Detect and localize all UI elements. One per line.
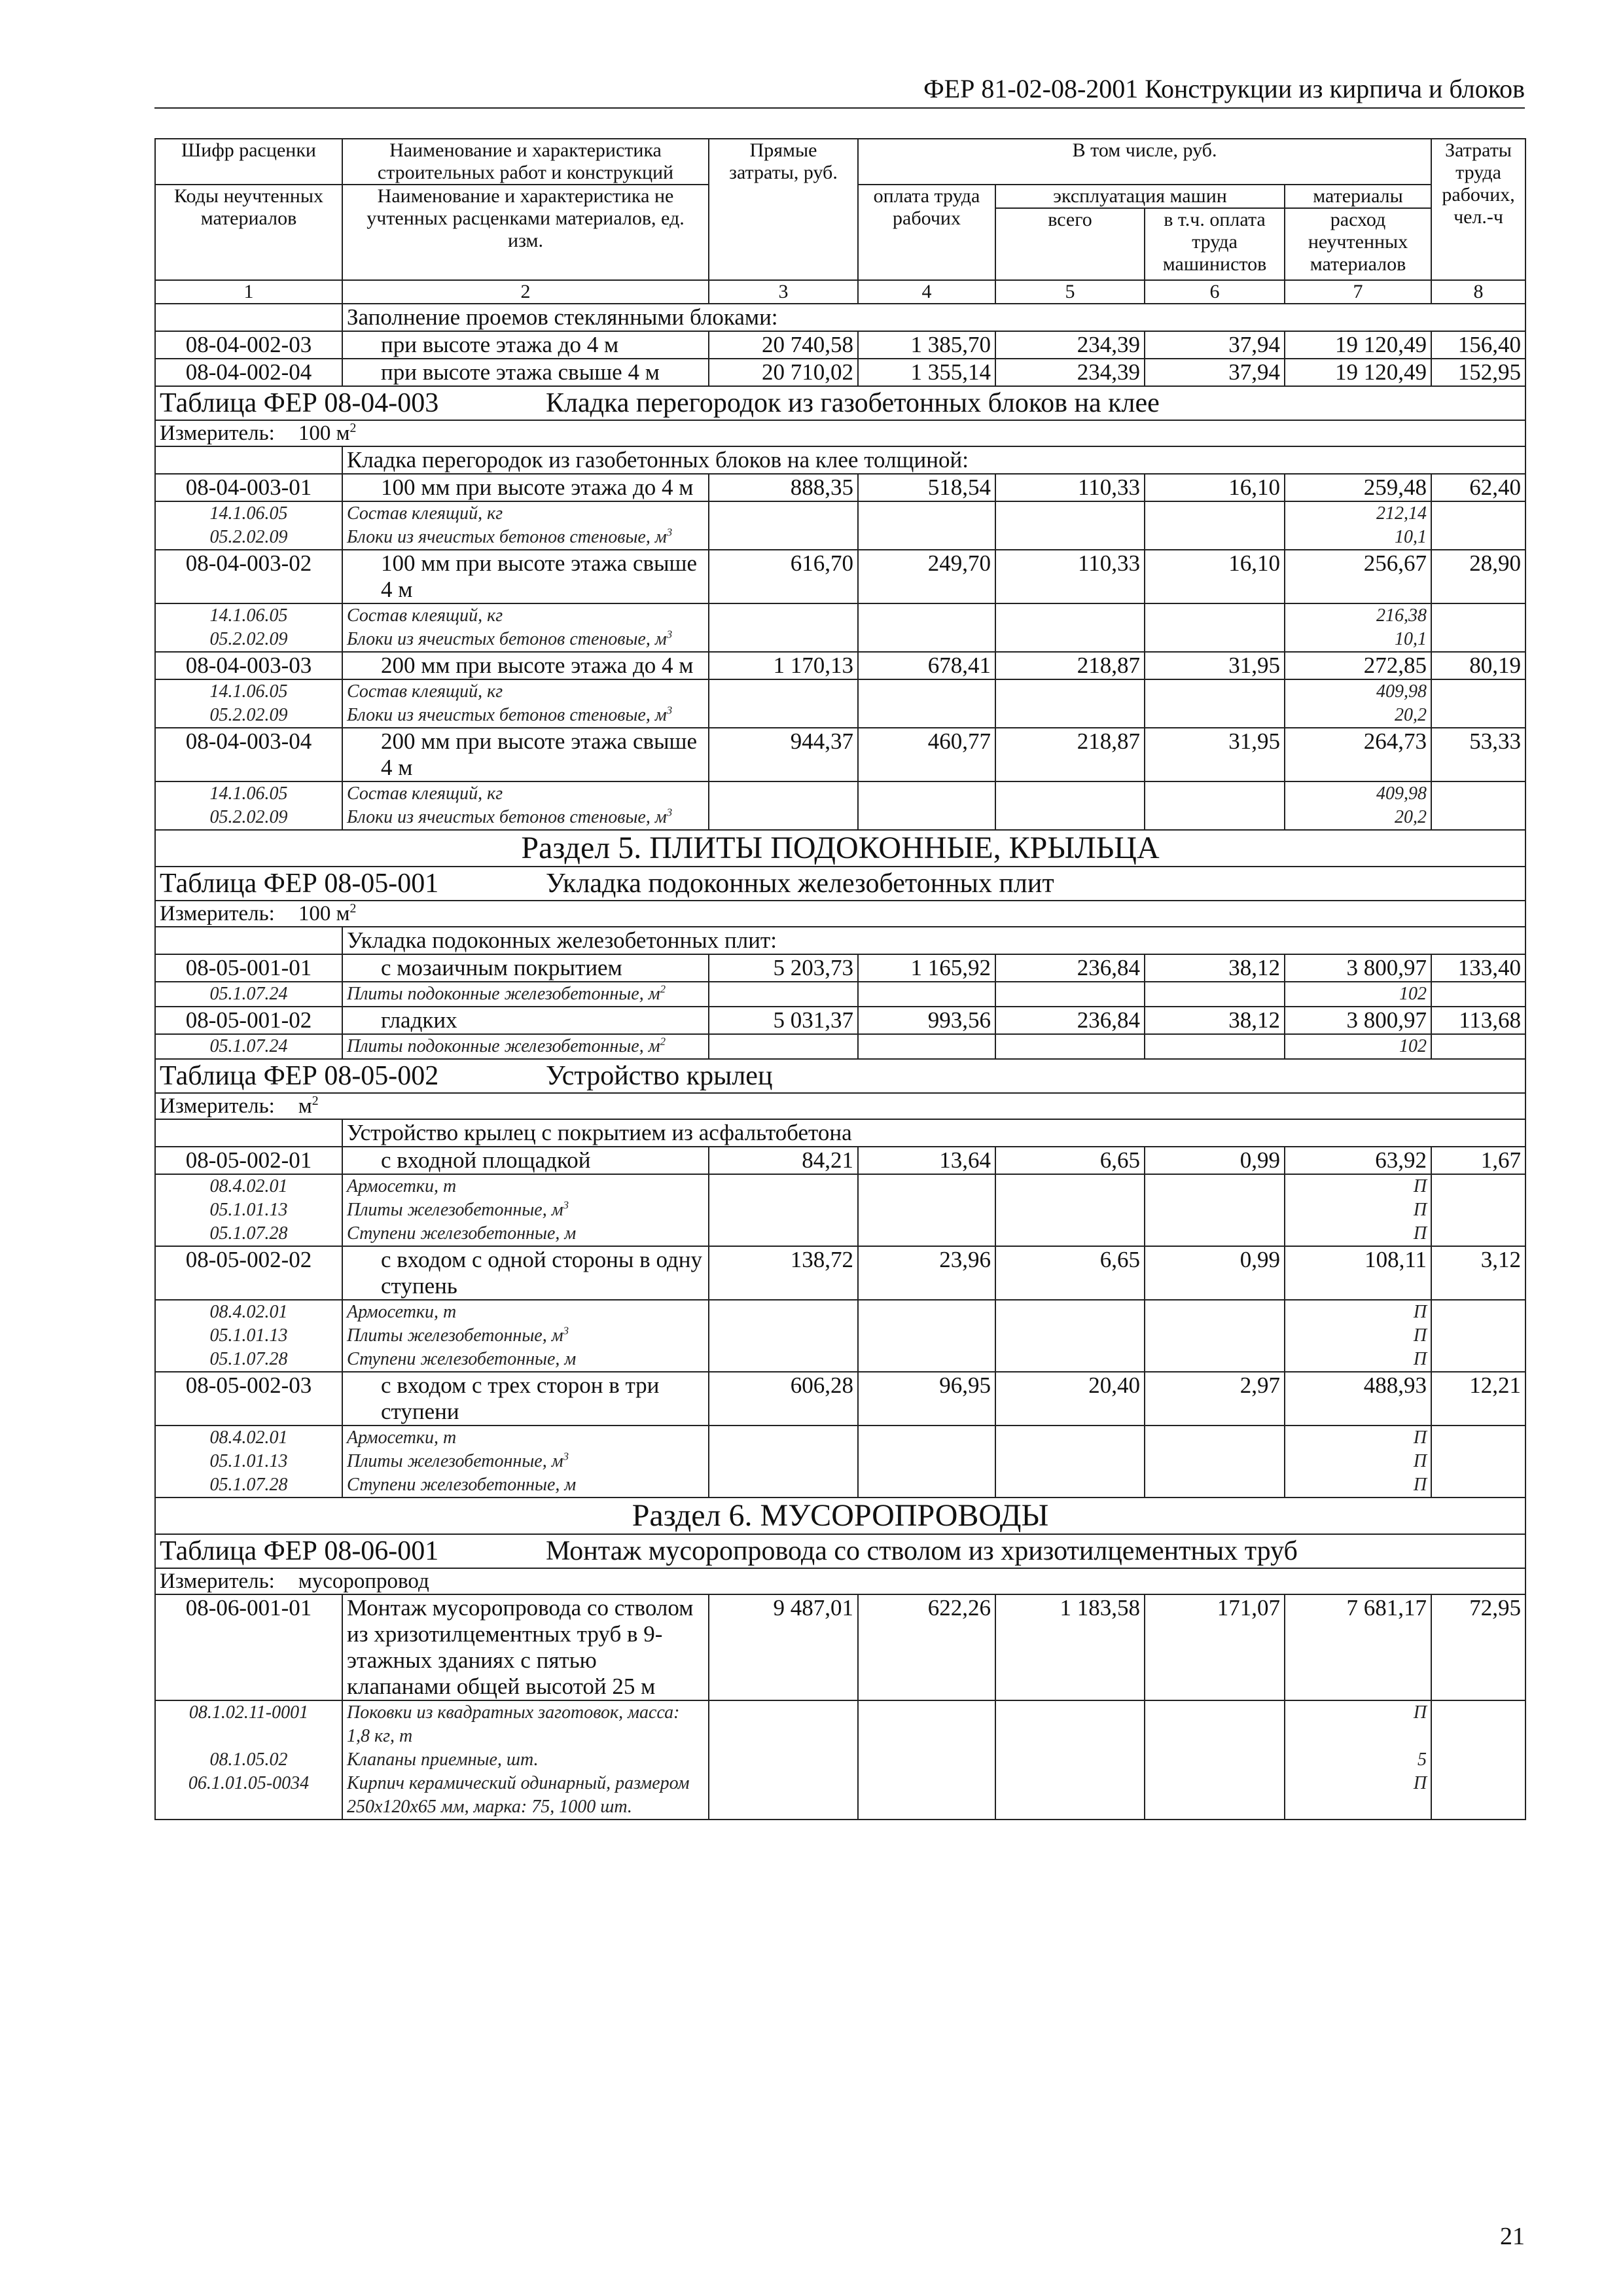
- rate-code: 08-04-002-04: [155, 359, 342, 386]
- table-row: [155, 1372, 1525, 1426]
- labor-pay: 23,96: [858, 1246, 995, 1300]
- machinist-pay: 2,97: [1145, 1372, 1285, 1426]
- caption: Устройство крылец с покрытием из асфальтобетона: [342, 1119, 1525, 1147]
- materials-cost: 264,73: [1285, 728, 1431, 781]
- machinist-pay: 37,94: [1145, 331, 1285, 359]
- labor-hours: 1,67: [1431, 1147, 1525, 1174]
- labor-pay: 622,26: [858, 1594, 995, 1700]
- table-row: [155, 550, 1525, 603]
- rate-name: с входной площадкой: [342, 1147, 709, 1174]
- material-code: 08.1.02.11-0001: [188, 1702, 309, 1723]
- rate-name: 100 мм при высоте этажа свыше 4 м: [342, 550, 709, 603]
- rate-code: 08-04-003-03: [155, 652, 342, 679]
- col-code-header: Шифр расценки: [155, 139, 342, 185]
- material-code: 05.1.07.24: [209, 984, 288, 1004]
- running-header: ФЕР 81-02-08-2001 Конструкции из кирпича и блоков: [154, 73, 1525, 109]
- material-qty: 212,14: [1376, 503, 1427, 524]
- measure-label: Измеритель:: [160, 1570, 275, 1593]
- direct-cost: 20 740,58: [709, 331, 858, 359]
- material-name: Кирпич керамический одинарный, размером 250х120х65 мм, марка: 75, 1000 шт.: [347, 1773, 690, 1817]
- material-name: Ступени железобетонные, м: [347, 1223, 577, 1244]
- material-qty: 10,1: [1395, 629, 1427, 649]
- material-qty: П: [1413, 1176, 1427, 1196]
- table-row: [155, 474, 1525, 501]
- material-qty: П: [1413, 1223, 1427, 1244]
- section-title: Раздел 6. МУСОРОПРОВОДЫ: [155, 1498, 1525, 1534]
- table-row: [155, 331, 1525, 359]
- material-qty: 102: [1399, 1036, 1427, 1056]
- material-qty: 20,2: [1395, 705, 1427, 725]
- labor-hours: 156,40: [1431, 331, 1525, 359]
- machinist-pay: 16,10: [1145, 550, 1285, 603]
- col-code2-header: Коды неучтенных материалов: [155, 185, 342, 280]
- material-name: Состав клеящий, кг: [347, 503, 503, 524]
- material-name: Клапаны приемные, шт.: [347, 1749, 539, 1770]
- material-qty: П: [1413, 1773, 1427, 1793]
- material-block-row: 08.4.02.01 05.1.01.13 05.1.07.28 Армосетки, т Плиты железобетонные, $м^3$ Ступени железобетонные, м П П П: [155, 1174, 1525, 1246]
- material-qty: П: [1413, 1451, 1427, 1471]
- machines-total: 110,33: [995, 474, 1145, 501]
- materials-cost: 108,11: [1285, 1246, 1431, 1300]
- direct-cost: 5 031,37: [709, 1007, 858, 1034]
- materials-cost: 488,93: [1285, 1372, 1431, 1426]
- table-row: [155, 1147, 1525, 1174]
- table-heading-row: [155, 386, 1525, 420]
- col-number: 4: [858, 280, 995, 304]
- materials-cost: 256,67: [1285, 550, 1431, 603]
- table-code: Таблица ФЕР 08-04-003: [160, 388, 439, 418]
- material-name: Блоки из ячеистых бетонов стеновые, м: [347, 807, 667, 827]
- direct-cost: 9 487,01: [709, 1594, 858, 1700]
- direct-cost: 138,72: [709, 1246, 858, 1300]
- machines-total: 1 183,58: [995, 1594, 1145, 1700]
- direct-cost: 5 203,73: [709, 954, 858, 982]
- table-row: [155, 1246, 1525, 1300]
- rate-name: гладких: [342, 1007, 709, 1034]
- rate-name: с входом с одной стороны в одну ступень: [342, 1246, 709, 1300]
- caption-row: [155, 304, 1525, 331]
- material-block-row: 08.4.02.01 05.1.01.13 05.1.07.28 Армосетки, т Плиты железобетонные, $м^3$ Ступени железобетонные, м П П П: [155, 1300, 1525, 1372]
- material-qty: 102: [1399, 984, 1427, 1004]
- machines-total: 218,87: [995, 652, 1145, 679]
- material-code: 06.1.01.05-0034: [188, 1773, 310, 1793]
- material-qty: 10,1: [1395, 527, 1427, 547]
- labor-pay: 1 165,92: [858, 954, 995, 982]
- caption-row: [155, 446, 1525, 474]
- material-name: Плиты железобетонные, м: [347, 1325, 563, 1346]
- material-block-row: [155, 1700, 1525, 1820]
- material-code: 08.4.02.01: [209, 1427, 288, 1448]
- material-name: Состав клеящий, кг: [347, 681, 503, 702]
- machines-total: 236,84: [995, 954, 1145, 982]
- material-code: 05.2.02.09: [209, 705, 288, 725]
- material-qty: П: [1413, 1200, 1427, 1220]
- rate-name: 100 мм при высоте этажа до 4 м: [342, 474, 709, 501]
- material-block-row: 05.1.07.24 Плиты подоконные железобетонные, $м^2$ 102: [155, 1034, 1525, 1059]
- material-name: Ступени железобетонные, м: [347, 1475, 577, 1495]
- material-code: 14.1.06.05: [209, 783, 288, 804]
- material-qty: 216,38: [1376, 605, 1427, 626]
- measure-row: [155, 1568, 1525, 1594]
- material-code: 05.1.07.28: [209, 1349, 288, 1369]
- section-heading-row: [155, 830, 1525, 867]
- col-number: 7: [1285, 280, 1431, 304]
- material-qty: 409,98: [1376, 783, 1427, 804]
- col-incl-header: В том числе, руб.: [858, 139, 1431, 185]
- table-heading-row: [155, 1059, 1525, 1093]
- materials-cost: 272,85: [1285, 652, 1431, 679]
- measure-value: мусоропровод: [298, 1570, 429, 1593]
- machinist-pay: 31,95: [1145, 652, 1285, 679]
- machinist-pay: 38,12: [1145, 954, 1285, 982]
- table-row: [155, 652, 1525, 679]
- machines-total: 234,39: [995, 359, 1145, 386]
- material-block-row: 14.1.06.05 05.2.02.09 Состав клеящий, кг Блоки из ячеистых бетонов стеновые, $м^3$ 212,14 10,1: [155, 501, 1525, 550]
- table-title: Кладка перегородок из газобетонных блоков на клее: [546, 388, 1160, 418]
- table-row: [155, 1594, 1525, 1700]
- col-number: 3: [709, 280, 858, 304]
- measure-value: м: [298, 1094, 312, 1118]
- material-block-row: 14.1.06.05 05.2.02.09 Состав клеящий, кг Блоки из ячеистых бетонов стеновые, $м^3$ 409,98 20,2: [155, 679, 1525, 728]
- labor-hours: 62,40: [1431, 474, 1525, 501]
- column-numbers-row: [155, 280, 1525, 304]
- table-title: Устройство крылец: [546, 1061, 773, 1091]
- col-mat-unacc-header: расход неучтенных материалов: [1285, 208, 1431, 280]
- machinist-pay: 38,12: [1145, 1007, 1285, 1034]
- labor-pay: 993,56: [858, 1007, 995, 1034]
- machinist-pay: 0,99: [1145, 1246, 1285, 1300]
- material-name: Состав клеящий, кг: [347, 783, 503, 804]
- labor-hours: 12,21: [1431, 1372, 1525, 1426]
- material-code: 05.1.01.13: [209, 1325, 288, 1346]
- table-row: [155, 954, 1525, 982]
- labor-hours: 133,40: [1431, 954, 1525, 982]
- materials-cost: 7 681,17: [1285, 1594, 1431, 1700]
- material-code: 08.4.02.01: [209, 1302, 288, 1322]
- col-number: 2: [342, 280, 709, 304]
- material-name: Плиты подоконные железобетонные, м: [347, 1036, 660, 1056]
- labor-pay: 678,41: [858, 652, 995, 679]
- measure-label: Измеритель:: [160, 902, 275, 925]
- rate-name: при высоте этажа свыше 4 м: [342, 359, 709, 386]
- labor-hours: 3,12: [1431, 1246, 1525, 1300]
- machinist-pay: 171,07: [1145, 1594, 1285, 1700]
- materials-cost: 19 120,49: [1285, 359, 1431, 386]
- material-block-row: 05.1.07.24 Плиты подоконные железобетонные, $м^2$ 102: [155, 982, 1525, 1007]
- labor-pay: 1 385,70: [858, 331, 995, 359]
- rate-name: с входом с трех сторон в три ступени: [342, 1372, 709, 1426]
- labor-hours: 53,33: [1431, 728, 1525, 781]
- material-code: 05.2.02.09: [209, 629, 288, 649]
- col-number: 6: [1145, 280, 1285, 304]
- material-qty: П: [1413, 1302, 1427, 1322]
- machines-total: 234,39: [995, 331, 1145, 359]
- rate-code: 08-05-002-02: [155, 1246, 342, 1300]
- measure-row: Измеритель: $м^2$: [155, 1093, 1525, 1119]
- table-row: [155, 1007, 1525, 1034]
- measure-label: Измеритель:: [160, 1094, 275, 1118]
- col-number: 8: [1431, 280, 1525, 304]
- col-mach-labor-header: в т.ч. оплата труда машинистов: [1145, 208, 1285, 280]
- material-code: 05.2.02.09: [209, 527, 288, 547]
- material-code: 14.1.06.05: [209, 605, 288, 626]
- material-code: 05.1.01.13: [209, 1200, 288, 1220]
- material-code: 05.1.07.28: [209, 1223, 288, 1244]
- direct-cost: 20 710,02: [709, 359, 858, 386]
- rate-name: 200 мм при высоте этажа свыше 4 м: [342, 728, 709, 781]
- labor-hours: 113,68: [1431, 1007, 1525, 1034]
- labor-hours: 152,95: [1431, 359, 1525, 386]
- material-name: Армосетки, т: [347, 1176, 457, 1196]
- material-name: Плиты железобетонные, м: [347, 1200, 563, 1220]
- col-number: 1: [155, 280, 342, 304]
- labor-hours: 80,19: [1431, 652, 1525, 679]
- caption: Заполнение проемов стеклянными блоками:: [342, 304, 1525, 331]
- materials-cost: 259,48: [1285, 474, 1431, 501]
- table-code: Таблица ФЕР 08-05-001: [160, 869, 439, 899]
- col-mach-total-header: всего: [995, 208, 1145, 280]
- material-name: Блоки из ячеистых бетонов стеновые, м: [347, 705, 667, 725]
- section-title: Раздел 5. ПЛИТЫ ПОДОКОННЫЕ, КРЫЛЬЦА: [155, 830, 1525, 867]
- table-row: [155, 359, 1525, 386]
- direct-cost: 888,35: [709, 474, 858, 501]
- material-block-row: 14.1.06.05 05.2.02.09 Состав клеящий, кг Блоки из ячеистых бетонов стеновые, $м^3$ 409,98 20,2: [155, 781, 1525, 830]
- material-code: 05.1.07.24: [209, 1036, 288, 1056]
- col-machines-header: эксплуатация машин: [995, 185, 1285, 208]
- machinist-pay: 31,95: [1145, 728, 1285, 781]
- table-heading-row: [155, 1534, 1525, 1568]
- col-pay-header: оплата труда рабочих: [858, 185, 995, 280]
- caption: Кладка перегородок из газобетонных блоков на клее толщиной:: [342, 446, 1525, 474]
- table-code: Таблица ФЕР 08-05-002: [160, 1061, 439, 1091]
- labor-pay: 96,95: [858, 1372, 995, 1426]
- col-name2-header: Наименование и характеристика не учтенных расценками материалов, ед. изм.: [342, 185, 709, 280]
- labor-hours: 72,95: [1431, 1594, 1525, 1700]
- material-code: 14.1.06.05: [209, 503, 288, 524]
- machinist-pay: 37,94: [1145, 359, 1285, 386]
- material-name: Ступени железобетонные, м: [347, 1349, 577, 1369]
- material-qty: 409,98: [1376, 681, 1427, 702]
- direct-cost: 84,21: [709, 1147, 858, 1174]
- table-heading-row: [155, 867, 1525, 901]
- page-number: 21: [1500, 2223, 1525, 2250]
- rate-code: 08-06-001-01: [155, 1594, 342, 1700]
- material-code: 05.1.07.28: [209, 1475, 288, 1495]
- caption-row: [155, 927, 1525, 954]
- caption-row: [155, 1119, 1525, 1147]
- measure-value: 100 м: [298, 902, 350, 925]
- col-labor-header: Затраты труда рабочих, чел.-ч: [1431, 139, 1525, 280]
- table-code: Таблица ФЕР 08-06-001: [160, 1536, 439, 1566]
- machines-total: 6,65: [995, 1147, 1145, 1174]
- col-number: 5: [995, 280, 1145, 304]
- material-qty: П: [1413, 1349, 1427, 1369]
- material-code: 05.1.01.13: [209, 1451, 288, 1471]
- material-qty: 5: [1418, 1749, 1427, 1770]
- materials-cost: 3 800,97: [1285, 1007, 1431, 1034]
- materials-cost: 3 800,97: [1285, 954, 1431, 982]
- rate-code: 08-05-001-02: [155, 1007, 342, 1034]
- material-name: Армосетки, т: [347, 1427, 457, 1448]
- labor-pay: 13,64: [858, 1147, 995, 1174]
- rate-code: 08-04-003-01: [155, 474, 342, 501]
- machines-total: 218,87: [995, 728, 1145, 781]
- col-name-header: Наименование и характеристика строительных работ и конструкций: [342, 139, 709, 185]
- direct-cost: 944,37: [709, 728, 858, 781]
- caption: Укладка подоконных железобетонных плит:: [342, 927, 1525, 954]
- labor-pay: 249,70: [858, 550, 995, 603]
- direct-cost: 616,70: [709, 550, 858, 603]
- machinist-pay: 16,10: [1145, 474, 1285, 501]
- material-name: Состав клеящий, кг: [347, 605, 503, 626]
- rate-name: с мозаичным покрытием: [342, 954, 709, 982]
- material-name: Армосетки, т: [347, 1302, 457, 1322]
- rate-code: 08-05-002-01: [155, 1147, 342, 1174]
- measure-label: Измеритель:: [160, 422, 275, 445]
- table-title: Укладка подоконных железобетонных плит: [546, 869, 1054, 899]
- material-block-row: 14.1.06.05 05.2.02.09 Состав клеящий, кг Блоки из ячеистых бетонов стеновые, $м^3$ 216,38 10,1: [155, 603, 1525, 652]
- machines-total: 6,65: [995, 1246, 1145, 1300]
- rate-code: 08-05-002-03: [155, 1372, 342, 1426]
- rate-code: 08-04-003-04: [155, 728, 342, 781]
- material-name: Блоки из ячеистых бетонов стеновые, м: [347, 527, 667, 547]
- measure-row: Измеритель: 100 $м^2$: [155, 420, 1525, 446]
- material-name: Плиты железобетонные, м: [347, 1451, 563, 1471]
- measure-value: 100 м: [298, 422, 350, 445]
- rate-code: 08-04-002-03: [155, 331, 342, 359]
- material-qty: П: [1413, 1475, 1427, 1495]
- rate-name: Монтаж мусоропровода со стволом из хризотилцементных труб в 9-этажных зданиях с пятью клапанами общей высотой 25 м: [342, 1594, 709, 1700]
- material-qty: 20,2: [1395, 807, 1427, 827]
- rate-name: при высоте этажа до 4 м: [342, 331, 709, 359]
- material-name: Поковки из квадратных заготовок, масса: 1,8 кг, т: [347, 1702, 680, 1746]
- machines-total: 110,33: [995, 550, 1145, 603]
- material-name: Блоки из ячеистых бетонов стеновые, м: [347, 629, 667, 649]
- col-materials-header: материалы: [1285, 185, 1431, 208]
- machines-total: 20,40: [995, 1372, 1145, 1426]
- material-code: 14.1.06.05: [209, 681, 288, 702]
- labor-hours: 28,90: [1431, 550, 1525, 603]
- material-code: 08.1.05.02: [209, 1749, 288, 1770]
- direct-cost: 606,28: [709, 1372, 858, 1426]
- labor-pay: 518,54: [858, 474, 995, 501]
- header-row: [155, 139, 1525, 185]
- material-block-row: 08.4.02.01 05.1.01.13 05.1.07.28 Армосетки, т Плиты железобетонные, $м^3$ Ступени железобетонные, м П П П: [155, 1426, 1525, 1498]
- labor-pay: 460,77: [858, 728, 995, 781]
- rate-name: 200 мм при высоте этажа до 4 м: [342, 652, 709, 679]
- price-table: [154, 138, 1526, 1820]
- material-code: 08.4.02.01: [209, 1176, 288, 1196]
- machines-total: 236,84: [995, 1007, 1145, 1034]
- rate-code: 08-05-001-01: [155, 954, 342, 982]
- materials-cost: 19 120,49: [1285, 331, 1431, 359]
- material-name: Плиты подоконные железобетонные, м: [347, 984, 660, 1004]
- material-qty: П: [1413, 1427, 1427, 1448]
- machinist-pay: 0,99: [1145, 1147, 1285, 1174]
- direct-cost: 1 170,13: [709, 652, 858, 679]
- material-qty: П: [1413, 1325, 1427, 1346]
- labor-pay: 1 355,14: [858, 359, 995, 386]
- section-heading-row: [155, 1498, 1525, 1534]
- table-row: [155, 728, 1525, 781]
- materials-cost: 63,92: [1285, 1147, 1431, 1174]
- material-qty: П: [1413, 1702, 1427, 1723]
- col-direct-header: Прямые затраты, руб.: [709, 139, 858, 280]
- rate-code: 08-04-003-02: [155, 550, 342, 603]
- table-title: Монтаж мусоропровода со стволом из хризотилцементных труб: [546, 1536, 1298, 1566]
- measure-row: Измеритель: 100 $м^2$: [155, 901, 1525, 927]
- material-code: 05.2.02.09: [209, 807, 288, 827]
